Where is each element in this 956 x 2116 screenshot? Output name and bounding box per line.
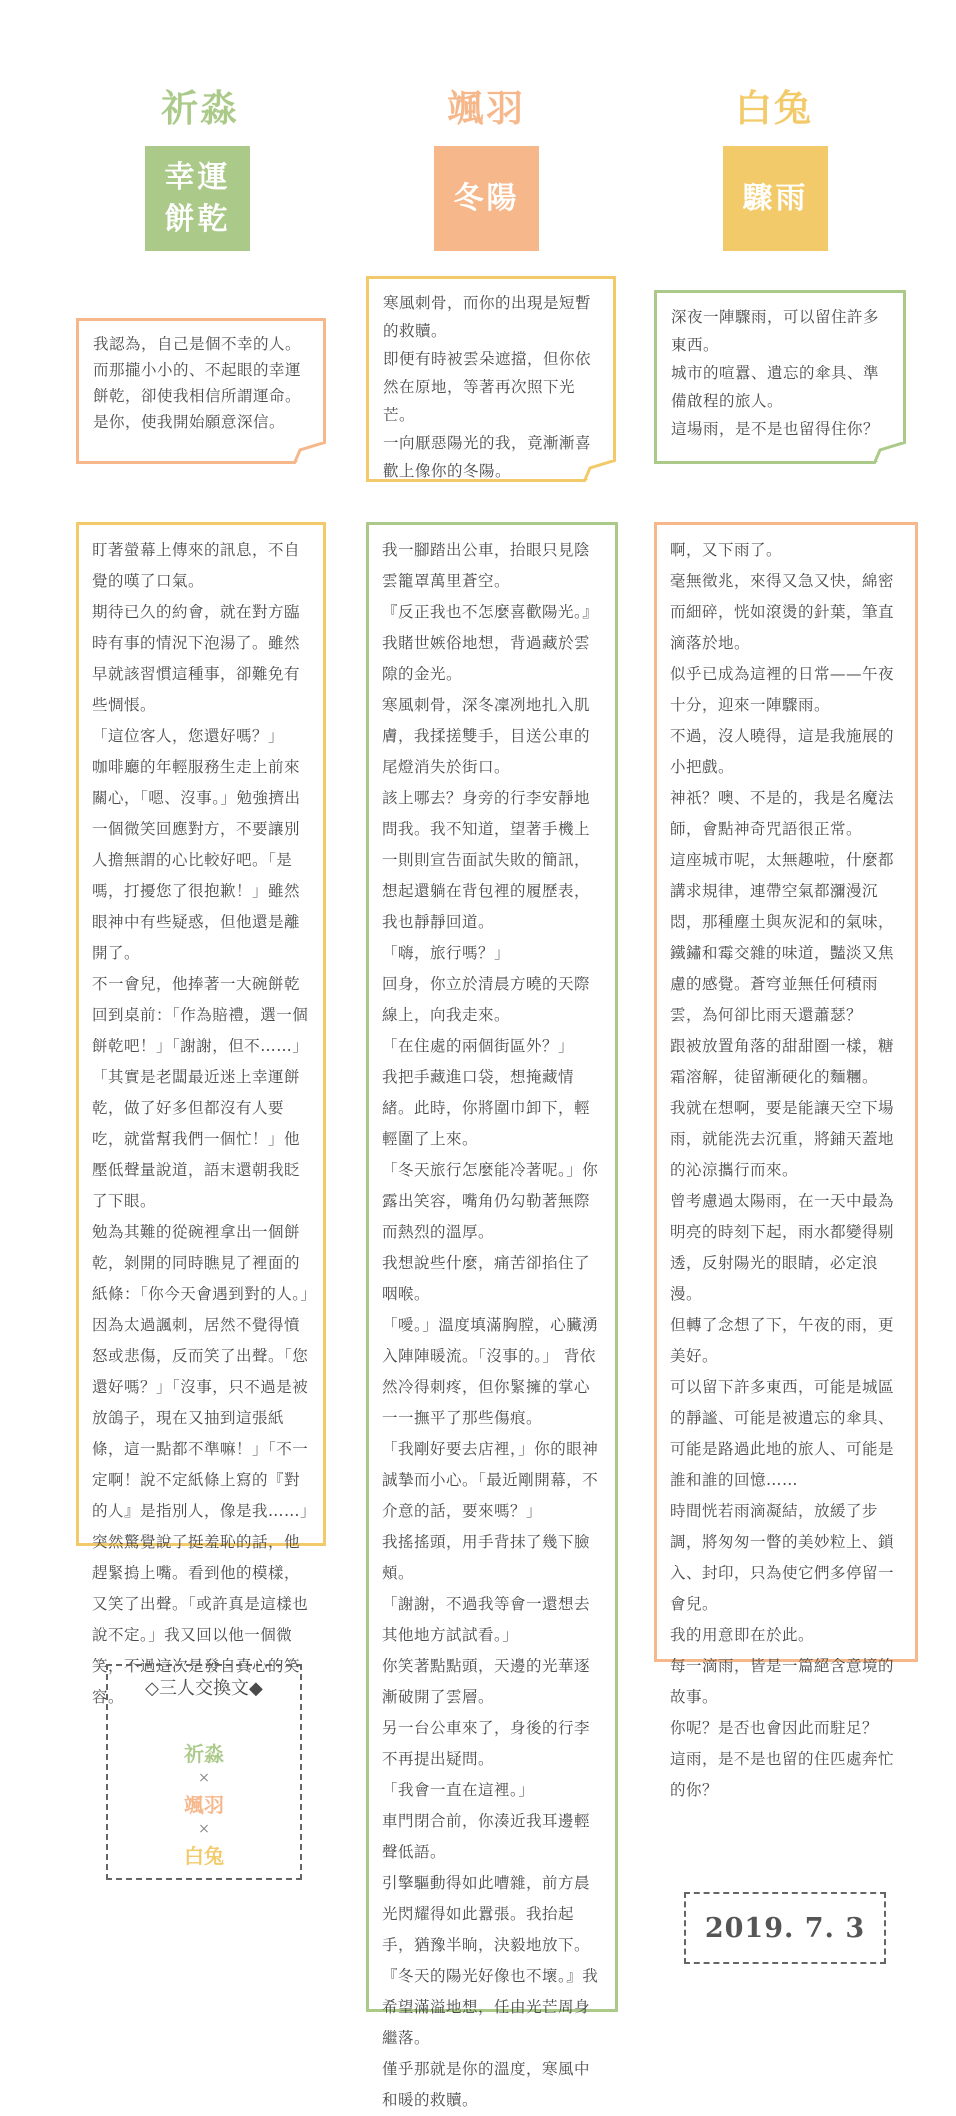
intro-line: 寒風刺骨，而你的出現是短暫的救贖。 [383, 294, 592, 340]
story-paragraph: 你笑著點點頭，天邊的光華逐漸破開了雲層。 [382, 1657, 591, 1706]
signature-name-3: 白兔 [184, 1844, 224, 1868]
story-paragraph: 不一會兒，他捧著一大碗餅乾回到桌前：「作為賠禮，選一個餅乾吧！」「謝謝，但不……」「其實是老闆最近迷上幸運餅乾，做了好多但都沒有人要吃，就當幫我們一個忙！」他壓低聲量說道，語末還朝我眨了下眼。 [92, 975, 309, 1210]
theme-tile-1: 幸運餅乾 [145, 146, 250, 251]
signature-title: ◇三人交換文◆ [145, 1678, 263, 1699]
date-text: 2019. 7. 3 [704, 1912, 866, 1944]
author-name-1: 祈淼 [161, 86, 239, 130]
story-paragraph: 「在住處的兩個街區外？」 [382, 1037, 575, 1055]
author-name-2: 颯羽 [447, 86, 525, 130]
story-paragraph: 僅乎那就是你的溫度，寒風中和暖的救贖。 [382, 2060, 591, 2109]
story-paragraph: 咖啡廳的年輕服務生走上前來關心，「嗯、沒事。」勉強擠出一個微笑回應對方，不要讓別人擔無謂的心比較好吧。「是嗎，打擾您了很抱歉！」雖然眼神中有些疑惑，但他還是離開了。 [92, 758, 301, 962]
story-paragraph: 不過，沒人曉得，這是我施展的小把戲。 [670, 727, 895, 776]
story-paragraph: 寒風刺骨，深冬凜冽地扎入肌膚，我揉搓雙手，目送公車的尾燈消失於街口。 [382, 696, 591, 776]
story-paragraph: 似乎已成為這裡的日常——午夜十分，迎來一陣驟雨。 [670, 665, 895, 714]
story-paragraph: 「這位客人，您還好嗎？」 [92, 727, 285, 745]
story-paragraph: 但轉了念想了下，午夜的雨，更美好。 [670, 1316, 895, 1365]
story-paragraph: 這座城市呢，太無趣啦，什麼都講求規律，連帶空氣都瀰漫沉悶，那種塵土與灰泥和的氣味，鐵鏽和霉交雜的味道，豔淡又焦慮的感覺。蒼穹並無任何積雨雲，為何卻比雨天還蕭瑟？ [670, 851, 895, 1024]
story-paragraph: 這雨，是不是也留的住匹處奔忙的你？ [670, 1750, 895, 1799]
intro-line: 一向厭惡陽光的我，竟漸漸喜歡上像你的冬陽。 [383, 434, 592, 480]
story-paragraph: 曾考慮過太陽雨，在一天中最為明亮的時刻下起，雨水都變得剔透，反射陽光的眼睛，必定浪漫。 [670, 1192, 895, 1303]
story-paragraph: 時間恍若雨滴凝結，放緩了步調，將匆匆一瞥的美妙粒上、鎖入、封印，只為使它們多停留一會兒。 [670, 1502, 895, 1613]
story-paragraph: 可以留下許多東西，可能是城區的靜謐、可能是被遺忘的傘具、可能是路過此地的旅人、可能是誰和誰的回憶…… [670, 1378, 895, 1489]
intro-line: 城市的喧囂、遺忘的傘具、準備啟程的旅人。 [671, 364, 880, 410]
story-paragraph: 神祇？噢、不是的，我是名魔法師，會點神奇咒語很正常。 [670, 789, 895, 838]
story-paragraph: 我想說些什麼，痛苦卻掐住了咽喉。 [382, 1254, 591, 1303]
intro-line: 這場雨，是不是也留得住你？ [671, 420, 880, 438]
intro-note-1 [76, 318, 326, 464]
signature-name-2: 颯羽 [184, 1793, 224, 1817]
story-paragraph: 「我剛好要去店裡，」你的眼神誠摯而小心。「最近剛開幕，不介意的話，要來嗎？」 [382, 1440, 599, 1520]
theme-tile-2: 冬陽 [434, 146, 539, 251]
story-paragraph: 「謝謝，不過我等會一還想去其他地方試試看。」 [382, 1595, 591, 1644]
story-paragraph: 我把手藏進口袋，想掩藏情緒。此時，你將圍巾卸下，輕輕圍了上來。 [382, 1068, 591, 1148]
story-paragraph: 跟被放置角落的甜甜圈一樣，糖霜溶解，徒留漸硬化的麵糰。 [670, 1037, 895, 1086]
story-paragraph: 「冬天旅行怎麼能冷著呢。」你露出笑容，嘴角仍勾勒著無際而熱烈的溫厚。 [382, 1161, 599, 1241]
signature-box [106, 1664, 302, 1880]
story-paragraph: 『冬天的陽光好像也不壞。』我希望滿溢地想，任由光芒周身繼落。 [382, 1967, 599, 2047]
story-box-3 [654, 522, 918, 1799]
story-paragraph: 我搖搖頭，用手背抹了幾下臉頰。 [382, 1533, 591, 1582]
separator-icon: × [198, 1821, 210, 1837]
story-paragraph: 另一台公車來了，身後的行李不再提出疑問。 [382, 1719, 591, 1768]
page-fold-icon [874, 442, 906, 464]
story-paragraph: 期待已久的約會，就在對方臨時有事的情況下泡湯了。雖然早就該習慣這種事，卻難免有些惆悵。 [92, 603, 301, 714]
intro-note-2 [366, 276, 616, 482]
intro-line: 即便有時被雲朵遮擋，但你依然在原地，等著再次照下光芒。 [383, 350, 592, 424]
page-fold-icon [294, 442, 326, 464]
story-paragraph: 我就在想啊，要是能讓天空下場雨，就能洗去沉重，將鋪天蓋地的沁涼攜行而來。 [670, 1099, 895, 1179]
story-paragraph: 車門閉合前，你湊近我耳邊輕聲低語。 [382, 1812, 591, 1861]
intro-line: 而那攏小小的、不起眼的幸運餅乾，卻使我相信所謂運命。 [93, 361, 302, 405]
intro-line: 我認為，自己是個不幸的人。 [93, 335, 302, 353]
story-box-2 [366, 522, 618, 2109]
story-paragraph: 該上哪去？身旁的行李安靜地問我。我不知道，望著手機上一則則宣告面試失敗的簡訊，想起還躺在背包裡的履歷表，我也靜靜回道。 [382, 789, 591, 931]
separator-icon: × [198, 1770, 210, 1786]
story-paragraph: 啊，又下雨了。 [670, 541, 783, 559]
date-box [684, 1892, 886, 1964]
intro-line: 是你，使我開始願意深信。 [93, 413, 286, 431]
story-paragraph: 「嗨，旅行嗎？」 [382, 944, 511, 962]
story-paragraph: 我一腳踏出公車，抬眼只見陰雲籠罩萬里蒼空。 [382, 541, 591, 590]
story-paragraph: 勉為其難的從碗裡拿出一個餅乾，剝開的同時瞧見了裡面的紙條：「你今天會遇到對的人。」因為太過諷刺，居然不覺得憤怒或悲傷，反而笑了出聲。「您還好嗎？」「沒事，只不過是被放鴿子，現在又抽到這張紙條，這一點都不準嘛！」「不一定啊！說不定紙條上寫的『對的人』是指別人，像是我……」突然驚覺說了挺羞恥的話，他趕緊摀上嘴。看到他的模樣，又笑了出聲。「或許真是這樣也說不定。」我又回以他一個微笑，不過這次是發自真心的笑容。 [92, 1223, 309, 1706]
intro-note-3 [654, 290, 906, 464]
story-paragraph: 『反正我也不怎麼喜歡陽光。』我賭世嫉俗地想，背過藏於雲隙的金光。 [382, 603, 599, 683]
story-paragraph: 「噯。」溫度填滿胸膛，心臟湧入陣陣暖流。「沒事的。」 背依然冷得刺疼，但你緊擁的掌心一一撫平了那些傷痕。 [382, 1316, 599, 1427]
story-paragraph: 引擎驅動得如此嘈雜，前方晨光閃耀得如此囂張。我抬起手，猶豫半晌，決毅地放下。 [382, 1874, 591, 1954]
story-paragraph: 你呢？是否也會因此而駐足？ [670, 1719, 879, 1737]
intro-line: 深夜一陣驟雨，可以留住許多東西。 [671, 308, 880, 354]
story-paragraph: 「我會一直在這裡。」 [382, 1781, 535, 1799]
story-paragraph: 每一滴雨，皆是一篇絕含意境的故事。 [670, 1657, 895, 1706]
story-paragraph: 盯著螢幕上傳來的訊息，不自覺的嘆了口氣。 [92, 541, 301, 590]
story-paragraph: 回身，你立於清晨方曉的天際線上，向我走來。 [382, 975, 591, 1024]
signature-name-1: 祈淼 [184, 1742, 224, 1766]
story-paragraph: 我的用意即在於此。 [670, 1626, 815, 1644]
story-paragraph: 毫無徵兆，來得又急又快，綿密而細碎，恍如滾燙的針葉，筆直滴落於地。 [670, 572, 895, 652]
author-name-3: 白兔 [735, 86, 813, 130]
page-fold-icon [584, 460, 616, 482]
theme-tile-3: 驟雨 [723, 146, 828, 251]
